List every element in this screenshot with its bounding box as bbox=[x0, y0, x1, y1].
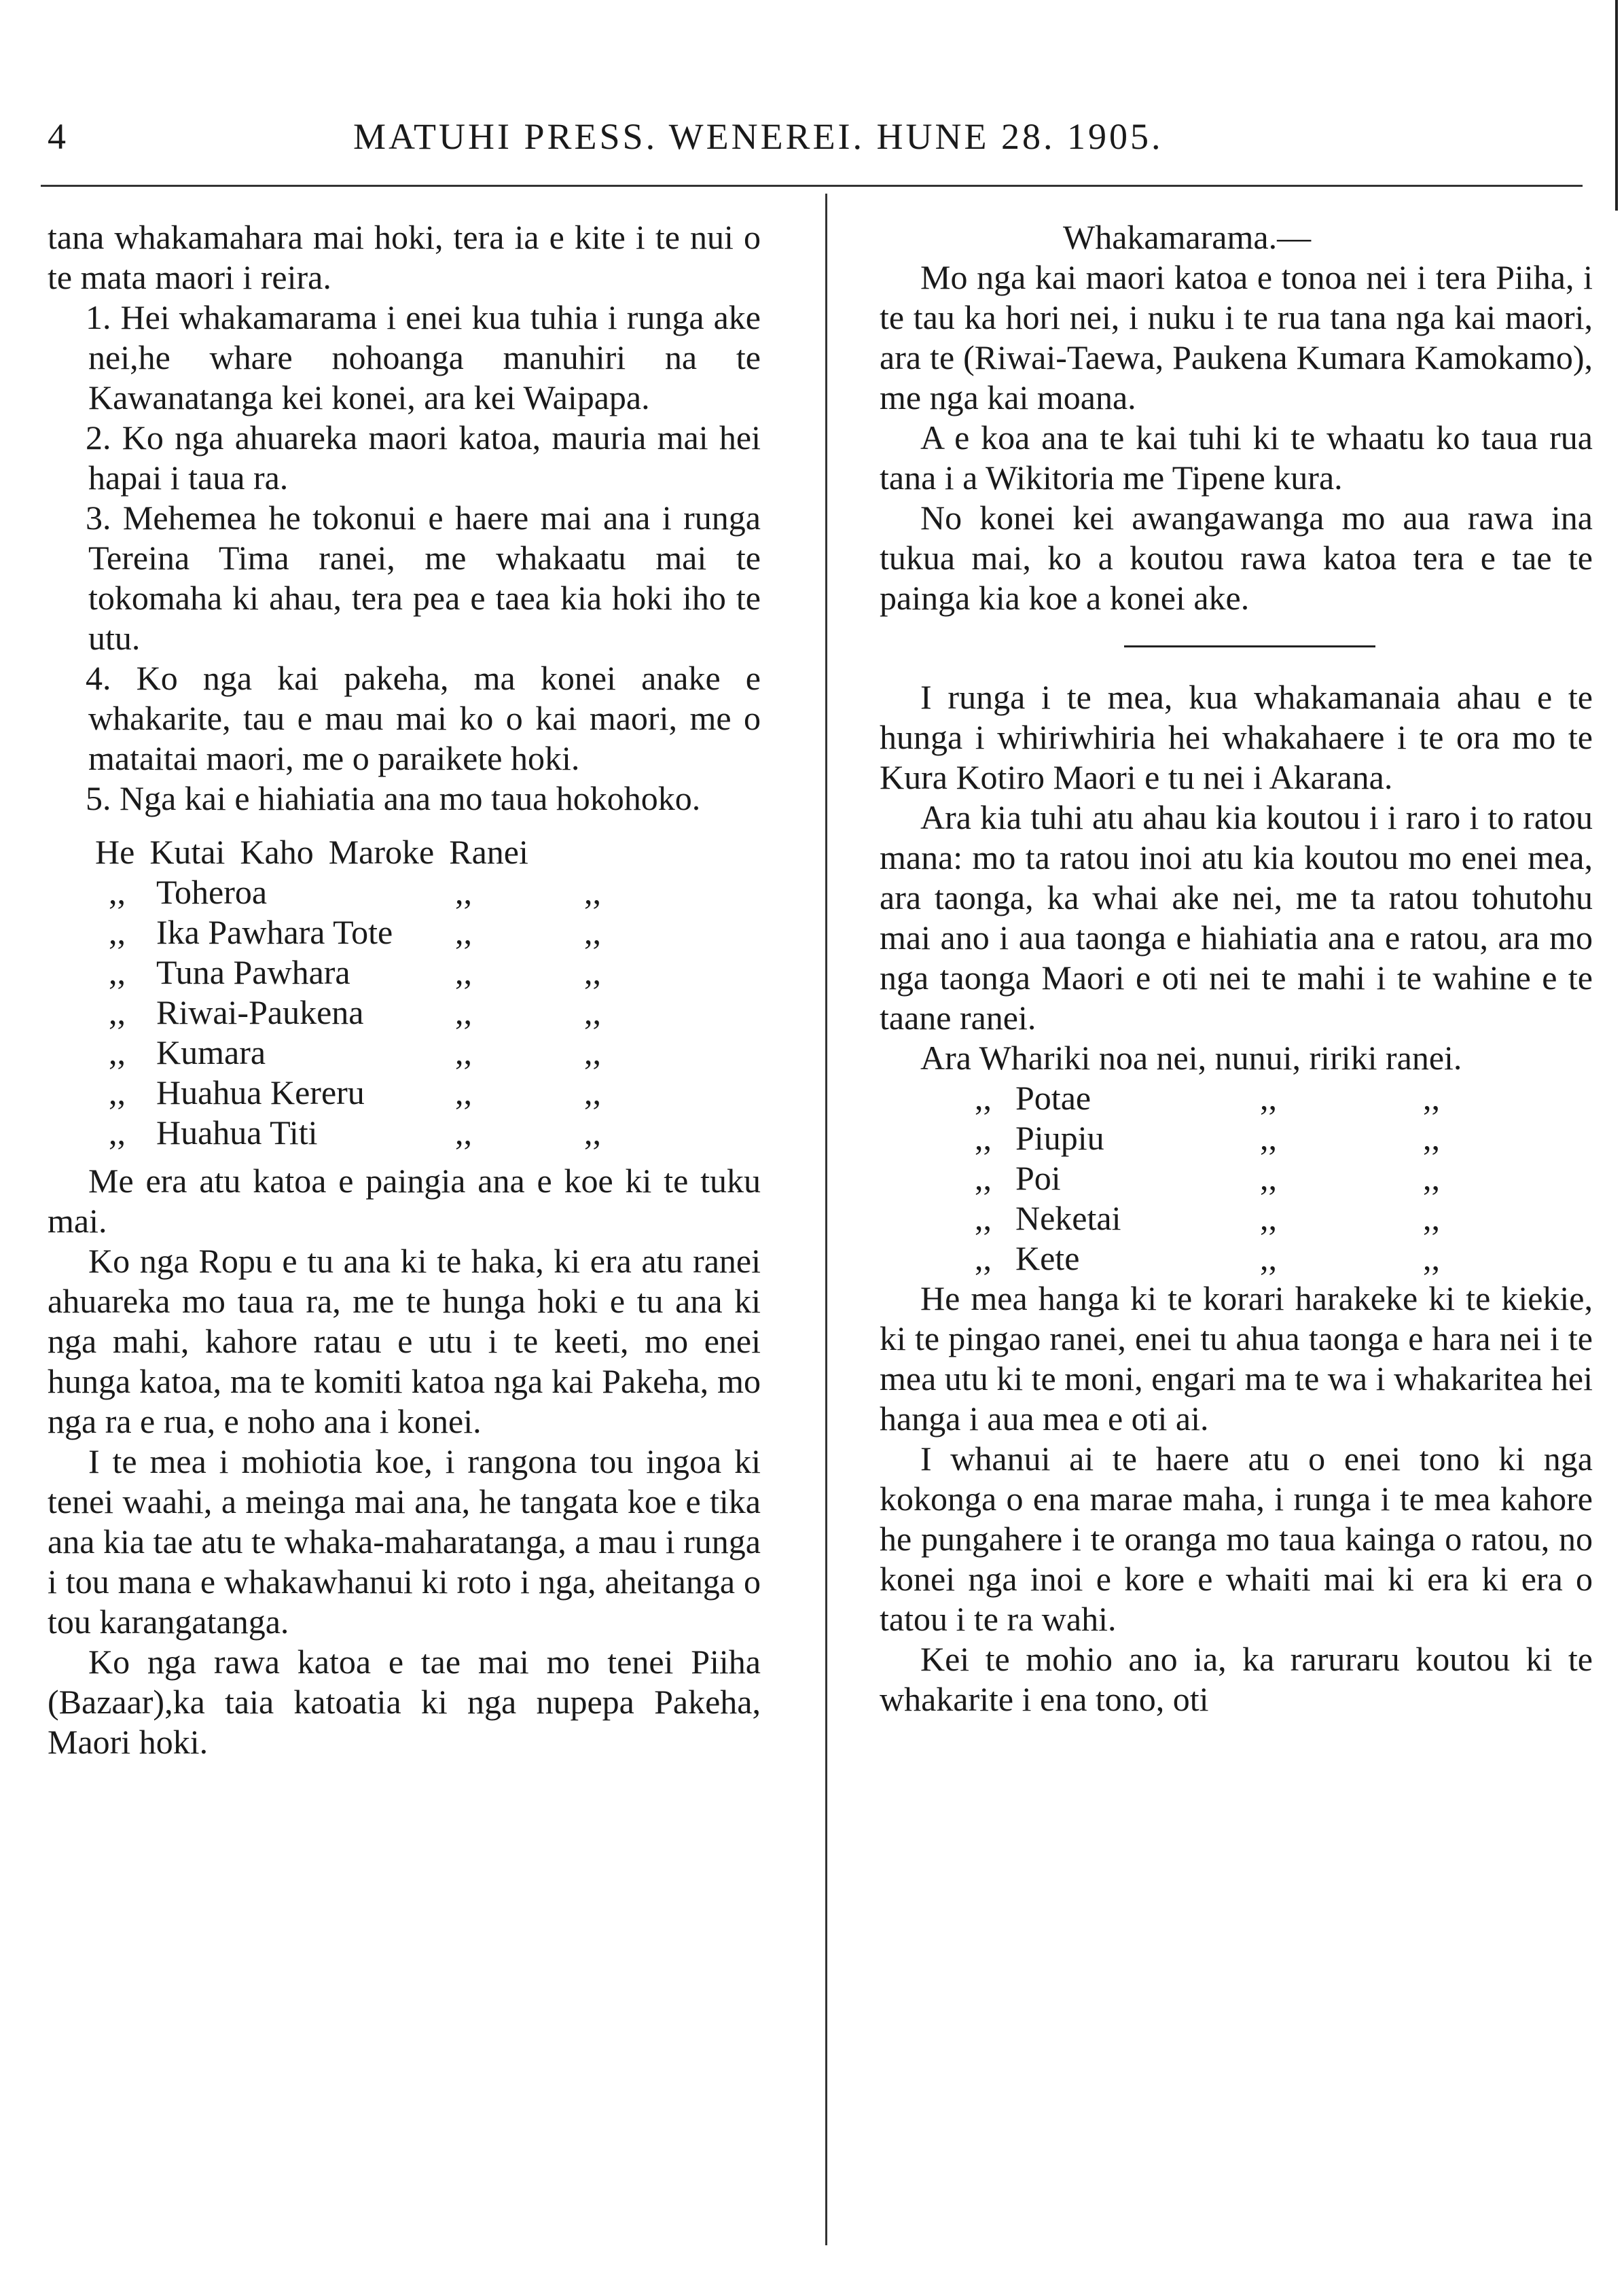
ditto-mark: ,, bbox=[975, 1239, 992, 1277]
ditto-mark: ,, bbox=[1423, 1119, 1440, 1157]
table-header-row bbox=[48, 832, 761, 872]
craft-item: Neketai bbox=[1015, 1199, 1121, 1237]
ditto-mark: ,, bbox=[455, 993, 472, 1031]
table-row bbox=[880, 1078, 1593, 1118]
ditto-mark: ,, bbox=[975, 1199, 992, 1237]
ditto-mark: ,, bbox=[1260, 1079, 1277, 1117]
ditto-mark: ,, bbox=[1260, 1199, 1277, 1237]
paragraph: Ara kia tuhi atu ahau kia koutou i i raro i to ratou mana: mo ta ratou inoi atu kia koutou mo enei mea, ara taonga, ka whai ake nei, me ta ratou tohutohu mai ano i aua taonga e hiahiatia ana e ratou, ara mo nga taonga Maori e oti nei te mahi i te wahine e te taane ranei. bbox=[880, 798, 1593, 1037]
table-row bbox=[880, 1238, 1593, 1279]
ditto-mark: ,, bbox=[1260, 1119, 1277, 1157]
numbered-paragraph-5: 5. Nga kai e hiahiatia ana mo taua hokohoko. bbox=[86, 779, 701, 817]
paragraph: Me era atu katoa e paingia ana e koe ki te tuku mai. bbox=[48, 1162, 761, 1240]
craft-item: Kete bbox=[1015, 1239, 1080, 1277]
paragraph: He mea hanga ki te korari harakeke ki te kiekie, ki te pingao ranei, enei tu ahua taonga e hara nei i te mea utu ki te moni, engari ma te wa i whakaritea hei hanga i aua mea e oti ai. bbox=[880, 1279, 1593, 1438]
ditto-mark: ,, bbox=[1423, 1239, 1440, 1277]
table-row bbox=[48, 952, 761, 993]
ditto-mark: ,, bbox=[584, 873, 601, 911]
ditto-mark: ,, bbox=[109, 1113, 126, 1152]
food-item: Riwai-Paukena bbox=[156, 993, 364, 1031]
header-rule bbox=[41, 185, 1583, 187]
food-item: Kumara bbox=[156, 1033, 266, 1071]
ditto-mark: ,, bbox=[584, 1073, 601, 1111]
ditto-mark: ,, bbox=[109, 953, 126, 991]
ditto-mark: ,, bbox=[455, 1073, 472, 1111]
food-list-table bbox=[48, 832, 761, 1153]
ditto-mark: ,, bbox=[1260, 1239, 1277, 1277]
left-column bbox=[48, 217, 761, 1762]
craft-list-table bbox=[880, 1078, 1593, 1279]
paragraph: I runga i te mea, kua whakamanaia ahau e te hunga i whiriwhiria hei whakahaere i te ora mo te Kura Kotiro Maori e tu nei i Akarana. bbox=[880, 678, 1593, 796]
ditto-mark: ,, bbox=[975, 1119, 992, 1157]
page-number: 4 bbox=[48, 116, 66, 157]
numbered-paragraph-2: 2. Ko nga ahuareka maori katoa, mauria mai hei hapai i taua ra. bbox=[86, 418, 761, 497]
ditto-mark: ,, bbox=[455, 1033, 472, 1071]
paragraph: A e koa ana te kai tuhi ki te whaatu ko taua rua tana i a Wikitoria me Tipene kura. bbox=[880, 418, 1593, 497]
table-row bbox=[48, 1033, 761, 1073]
ditto-mark: ,, bbox=[109, 913, 126, 951]
ditto-mark: ,, bbox=[584, 993, 601, 1031]
paragraph: Ko nga rawa katoa e tae mai mo tenei Piiha (Bazaar),ka taia katoatia ki nga nupepa Pakeha, Maori hoki. bbox=[48, 1643, 761, 1761]
table-row bbox=[880, 1198, 1593, 1238]
paragraph: Ara Whariki noa nei, nunui, ririki ranei. bbox=[920, 1039, 1462, 1077]
table-row bbox=[48, 872, 761, 912]
edge-rule bbox=[1615, 0, 1618, 211]
food-item: Huahua Kereru bbox=[156, 1073, 365, 1111]
ditto-mark: ,, bbox=[975, 1159, 992, 1197]
column-divider bbox=[825, 194, 827, 2245]
ditto-mark: ,, bbox=[584, 913, 601, 951]
page-header bbox=[48, 115, 1576, 170]
ditto-mark: ,, bbox=[109, 873, 126, 911]
paragraph: tana whakamahara mai hoki, tera ia e kite i te nui o te mata maori i reira. bbox=[48, 218, 761, 296]
right-column bbox=[880, 217, 1593, 1719]
numbered-paragraph-3: 3. Mehemea he tokonui e haere mai ana i runga Tereina Tima ranei, me whakaatu mai te tokomaha ki ahau, tera pea e taea kia hoki iho te utu. bbox=[86, 499, 761, 657]
newspaper-title: MATUHI PRESS. WENEREI. HUNE 28. 1905. bbox=[353, 116, 1163, 157]
table-header-cell: Maroke bbox=[328, 833, 435, 871]
table-row bbox=[48, 912, 761, 952]
craft-item: Potae bbox=[1015, 1079, 1091, 1117]
table-header-cell: He bbox=[95, 833, 135, 871]
table-row bbox=[48, 1073, 761, 1113]
table-row bbox=[880, 1158, 1593, 1198]
paragraph: Ko nga Ropu e tu ana ki te haka, ki era atu ranei ahuareka mo taua ra, me te hunga hoki e tu ana ki nga mahi, kahore ratau e utu i te keeti, mo enei hunga katoa, ma te komiti katoa nga kai Pakeha, mo nga ra e rua, e noho ana i konei. bbox=[48, 1242, 761, 1440]
ditto-mark: ,, bbox=[584, 953, 601, 991]
ditto-mark: ,, bbox=[109, 1033, 126, 1071]
ditto-mark: ,, bbox=[1260, 1159, 1277, 1197]
ditto-mark: ,, bbox=[455, 1113, 472, 1152]
food-item: Huahua Titi bbox=[156, 1113, 318, 1152]
paragraph: I te mea i mohiotia koe, i rangona tou ingoa ki tenei waahi, a meinga mai ana, he tangata koe e tika ana kia tae atu te whaka-maharatanga, a mau i runga i tou mana e whakawhanui ki roto i nga, aheitanga o tou karangatanga. bbox=[48, 1442, 761, 1641]
ditto-mark: ,, bbox=[109, 1073, 126, 1111]
numbered-paragraph-1: 1. Hei whakamarama i enei kua tuhia i runga ake nei,he whare nohoanga manuhiri na te Kawanatanga kei konei, ara kei Waipapa. bbox=[86, 298, 761, 416]
ditto-mark: ,, bbox=[1423, 1199, 1440, 1237]
table-row bbox=[48, 993, 761, 1033]
numbered-paragraph-4: 4. Ko nga kai pakeha, ma konei anake e whakarite, tau e mau mai ko o kai maori, me o mataitai maori, me o paraikete hoki. bbox=[86, 659, 761, 777]
ditto-mark: ,, bbox=[584, 1033, 601, 1071]
ditto-mark: ,, bbox=[975, 1079, 992, 1117]
table-row bbox=[880, 1118, 1593, 1158]
food-item: Tuna Pawhara bbox=[156, 953, 350, 991]
ditto-mark: ,, bbox=[1423, 1079, 1440, 1117]
paragraph: Mo nga kai maori katoa e tonoa nei i tera Piiha, i te tau ka hori nei, i nuku i te rua tana nga kai maori, ara te (Riwai-Taewa, Paukena Kumara Kamokamo), me nga kai moana. bbox=[880, 258, 1593, 416]
food-item: Ika Pawhara Tote bbox=[156, 913, 393, 951]
table-row bbox=[48, 1113, 761, 1153]
ditto-mark: ,, bbox=[455, 913, 472, 951]
paragraph: No konei kei awangawanga mo aua rawa ina tukua mai, ko a koutou rawa katoa tera e tae te painga kia koe a konei ake. bbox=[880, 499, 1593, 617]
craft-item: Poi bbox=[1015, 1159, 1061, 1197]
ditto-mark: ,, bbox=[455, 953, 472, 991]
section-heading: Whakamarama.— bbox=[1063, 218, 1312, 256]
craft-item: Piupiu bbox=[1015, 1119, 1104, 1157]
paragraph: I whanui ai te haere atu o enei tono ki nga kokonga o ena marae maha, i runga i te mea kahore he pungahere i te oranga mo taua kainga o ratou, no konei nga inoi e kore e whaiti mai ki era ki era o tatou i te ra wahi. bbox=[880, 1440, 1593, 1638]
table-header-cell: Kaho bbox=[240, 833, 314, 871]
table-header-cell: Kutai bbox=[149, 833, 225, 871]
food-item: Toheroa bbox=[156, 873, 268, 911]
section-separator-rule bbox=[1124, 645, 1375, 647]
ditto-mark: ,, bbox=[455, 873, 472, 911]
ditto-mark: ,, bbox=[1423, 1159, 1440, 1197]
table-header-cell: Ranei bbox=[449, 833, 528, 871]
paragraph: Kei te mohio ano ia, ka raruraru koutou ki te whakarite i ena tono, oti bbox=[880, 1640, 1593, 1718]
ditto-mark: ,, bbox=[584, 1113, 601, 1152]
ditto-mark: ,, bbox=[109, 993, 126, 1031]
